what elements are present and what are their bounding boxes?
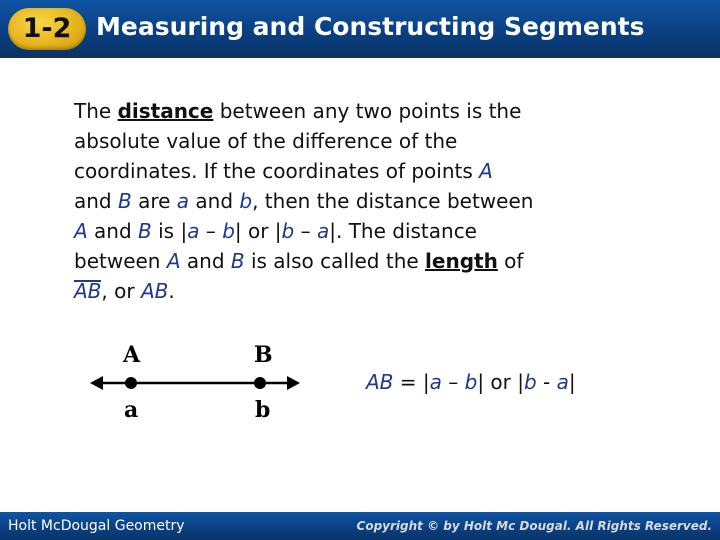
para-line-2: absolute value of the difference of the <box>74 129 458 153</box>
var-B: B <box>117 189 132 213</box>
point-B-dot <box>254 377 266 389</box>
point-A-dot <box>125 377 137 389</box>
var-b: b <box>239 189 253 213</box>
footer-copyright: Copyright © by Holt Mc Dougal. All Rights Reserved. <box>356 519 712 533</box>
text: – <box>294 219 317 243</box>
text: , or <box>101 279 141 303</box>
var-A: A <box>74 219 88 243</box>
text: is also called the <box>244 249 426 273</box>
lesson-badge <box>8 8 86 50</box>
text: = | <box>393 370 430 394</box>
var-b: b <box>222 219 235 243</box>
var-b: b <box>464 370 478 394</box>
text: between <box>74 249 167 273</box>
text: of <box>497 249 524 273</box>
var-B: B <box>138 219 152 243</box>
text: and <box>180 249 231 273</box>
text: | or | <box>477 370 524 394</box>
length-AB: AB <box>140 279 169 303</box>
var-B: B <box>230 249 245 273</box>
text: | <box>568 370 576 394</box>
var-a: a <box>556 370 569 394</box>
var-a: a <box>176 189 190 213</box>
para-line-4 <box>74 186 694 216</box>
text: - <box>536 370 557 394</box>
para-line-6 <box>74 246 694 276</box>
text: coordinates. If the coordinates of points <box>74 159 480 183</box>
text: , then the distance between <box>252 189 534 213</box>
footer-publisher: Holt McDougal Geometry <box>8 518 185 534</box>
right-arrow-icon <box>287 376 300 390</box>
point-label-A: A <box>123 342 141 368</box>
para-line-3 <box>74 156 694 186</box>
para-line-5 <box>74 216 694 246</box>
var-AB: AB <box>366 370 394 394</box>
title-bar <box>0 0 720 58</box>
distance-formula <box>366 370 576 394</box>
para-line-7 <box>74 276 694 306</box>
point-label-B: B <box>254 342 273 368</box>
para-line-1 <box>74 96 694 126</box>
var-a: a <box>429 370 442 394</box>
text: | or | <box>234 219 282 243</box>
number-line <box>90 370 310 398</box>
term-length: length <box>425 249 498 273</box>
text: |. The distance <box>329 219 477 243</box>
lesson-number: 1-2 <box>22 13 72 44</box>
var-A: A <box>166 249 181 273</box>
coord-label-a: a <box>124 397 139 423</box>
term-distance: distance <box>117 99 214 123</box>
text: and <box>189 189 240 213</box>
coord-label-b: b <box>255 397 271 423</box>
segment-AB-symbol: AB <box>74 279 102 303</box>
slide-title: Measuring and Constructing Segments <box>96 12 645 41</box>
text: is | <box>151 219 188 243</box>
text: are <box>131 189 177 213</box>
text: . <box>168 279 175 303</box>
var-b: b <box>523 370 537 394</box>
definition-paragraph <box>74 96 694 306</box>
text: – <box>199 219 223 243</box>
text: between any two points is the <box>213 99 522 123</box>
text: – <box>441 370 465 394</box>
var-a: a <box>316 219 330 243</box>
text: and <box>74 189 118 213</box>
var-b: b <box>281 219 295 243</box>
text: The <box>74 99 118 123</box>
var-a: a <box>187 219 200 243</box>
text: and <box>87 219 139 243</box>
var-A: A <box>479 159 493 183</box>
footer-bar <box>0 512 720 540</box>
left-arrow-icon <box>90 376 103 390</box>
